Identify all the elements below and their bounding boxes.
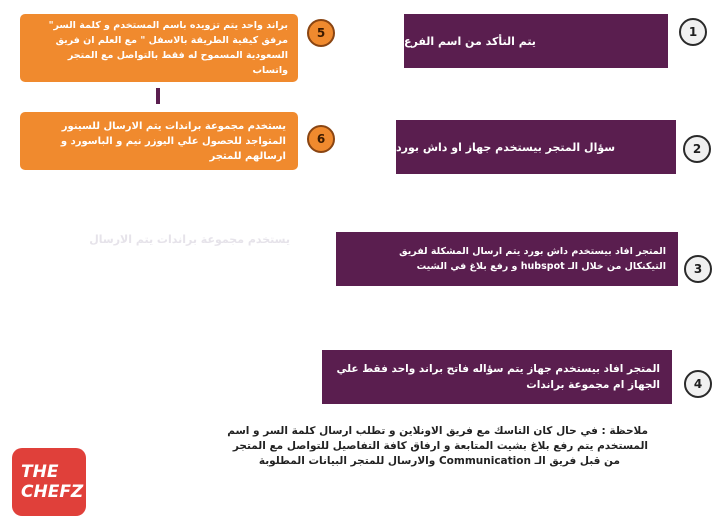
note-line-1: ملاحظة : في حال كان التاسك مع فريق الاونلاين و تطلب ارسال كلمة السر و اسم bbox=[227, 425, 648, 437]
step-6-line-3: ارسالهم للمتجر bbox=[209, 150, 286, 162]
note-line-2: المستخدم يتم رفع بلاغ بشيت المتابعة و ارفاق كافة التفاصيل للتواصل مع المتجر bbox=[232, 440, 648, 452]
step-3-line-2: التيكنكال من خلال الـ hubspot و رفع بلاغ في الشيت bbox=[416, 261, 666, 272]
step-6-number: 6 bbox=[307, 125, 335, 153]
step-1-box bbox=[404, 14, 668, 68]
step-3-number: 3 bbox=[684, 255, 712, 283]
note-text bbox=[196, 424, 648, 469]
step-2-number: 2 bbox=[683, 135, 711, 163]
step-4-line-2: الجهاز ام مجموعة براندات bbox=[526, 379, 660, 391]
step-2-box bbox=[396, 120, 676, 174]
step-5-line-3: السعودية المسموح له فقط بالتواصل مع المتجر bbox=[67, 50, 288, 61]
connector-line bbox=[156, 88, 160, 104]
step-6-line-2: المتواجد للحصول علي اليوزر نيم و الباسورد و bbox=[60, 135, 286, 147]
logo-line-2: CHEFZ bbox=[21, 482, 84, 502]
step-6-line-1: يستخدم مجموعة براندات يتم الارسال للسينور bbox=[61, 120, 286, 132]
step-1-text: يتم التأكد من اسم الفرع bbox=[404, 34, 536, 48]
step-5-line-4: واتساب bbox=[252, 65, 288, 76]
step-1-number: 1 bbox=[679, 18, 707, 46]
faint-text: يستخدم مجموعة براندات يتم الارسال bbox=[89, 233, 290, 246]
the-chefz-logo bbox=[12, 448, 86, 516]
step-5-number: 5 bbox=[307, 19, 335, 47]
step-4-box bbox=[322, 350, 672, 404]
step-4-line-1: المتجر افاد بيستخدم جهاز يتم سؤاله فاتح براند واحد فقط علي bbox=[336, 363, 660, 375]
logo-line-1: THE bbox=[21, 462, 59, 482]
step-2-text: سؤال المتجر بيستخدم جهاز او داش بورد bbox=[396, 140, 616, 154]
step-5-line-1: براند واحد يتم تزويده باسم المستخدم و كلمة السر" bbox=[48, 20, 288, 31]
step-6-box bbox=[20, 112, 298, 170]
step-3-line-1: المتجر افاد بيستخدم داش بورد يتم ارسال المشكلة لفريق bbox=[399, 246, 666, 257]
step-3-box bbox=[336, 232, 678, 286]
step-5-box bbox=[20, 14, 298, 82]
step-5-line-2: مرفق كيفية الطريقة بالاسفل " مع العلم ان فريق bbox=[55, 35, 288, 46]
note-line-3: من قبل فريق الـ Communication والارسال للمتجر البيانات المطلوبة bbox=[258, 455, 620, 467]
step-4-number: 4 bbox=[684, 370, 712, 398]
